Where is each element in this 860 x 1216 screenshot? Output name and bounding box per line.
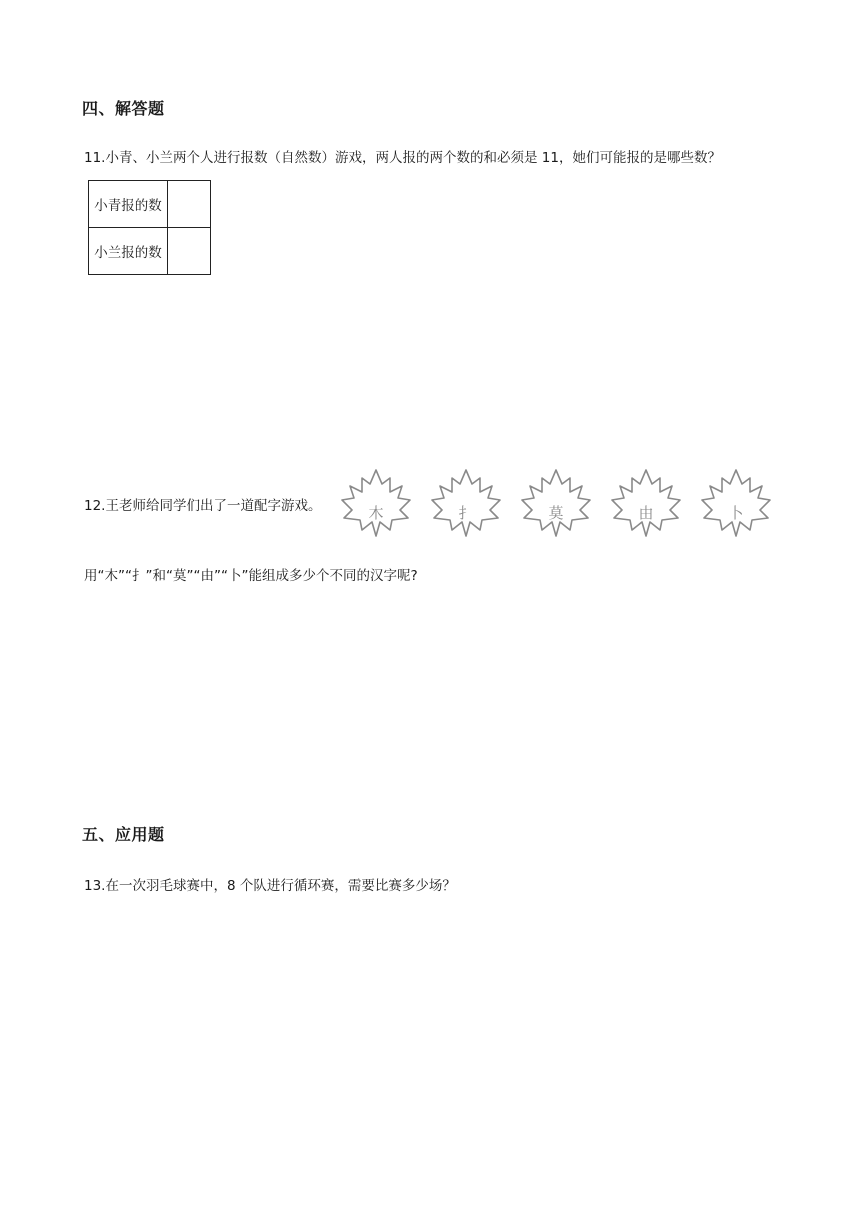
q11-answer-table — [88, 180, 211, 275]
maple-leaf-card — [338, 466, 414, 538]
table-row — [89, 181, 211, 228]
q11-row-label-xiaoqing: 小青报的数 — [89, 181, 168, 228]
question-12-text: 12.王老师给同学们出了一道配字游戏。 — [84, 498, 322, 514]
question-11-text: 11.小青、小兰两个人进行报数（自然数）游戏，两人报的两个数的和必须是 11，她们可能报的是哪些数？ — [84, 150, 721, 166]
leaf-character: 扌 — [458, 504, 474, 522]
maple-leaf-card — [428, 466, 504, 538]
section-title-application-questions: 五、应用题 — [82, 825, 165, 844]
leaf-character: 卜 — [728, 504, 744, 522]
q11-answer-cell-xiaoqing[interactable] — [168, 181, 211, 228]
maple-leaf-card — [608, 466, 684, 538]
section-title-answer-questions: 四、解答题 — [82, 99, 165, 118]
question-12-followup: 用“木”“扌”和“莫”“由”“卜”能组成多少个不同的汉字呢? — [84, 568, 418, 584]
table-row — [89, 228, 211, 275]
maple-leaf-card — [518, 466, 594, 538]
leaf-character: 木 — [368, 504, 384, 522]
question-13-text: 13.在一次羽毛球赛中，8 个队进行循环赛，需要比赛多少场？ — [84, 878, 456, 894]
q11-answer-cell-xiaolan[interactable] — [168, 228, 211, 275]
maple-leaf-cards — [336, 466, 776, 540]
leaf-character: 由 — [638, 504, 654, 522]
leaf-character: 莫 — [548, 504, 564, 522]
maple-leaf-card — [698, 466, 774, 538]
q11-row-label-xiaolan: 小兰报的数 — [89, 228, 168, 275]
